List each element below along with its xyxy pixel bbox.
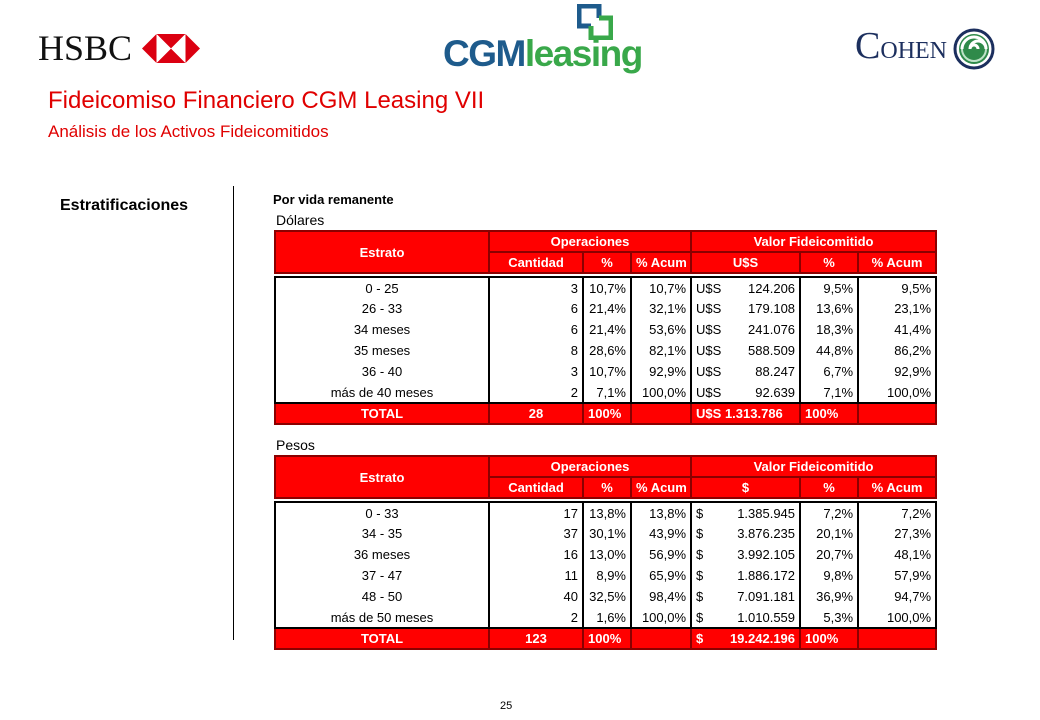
total-valor-amount: 1.313.786 bbox=[724, 406, 783, 421]
table-row bbox=[275, 340, 936, 361]
cell-valor-currency: U$S bbox=[696, 280, 722, 296]
header-cantidad: Cantidad bbox=[489, 252, 583, 273]
cell-pct: 30,1% bbox=[583, 523, 631, 544]
cell-valor-pct: 18,3% bbox=[800, 319, 858, 340]
cell-valor-amount: 88.247 bbox=[755, 364, 796, 379]
cell-estrato: 34 - 35 bbox=[275, 523, 489, 544]
total-valor bbox=[691, 628, 800, 649]
cell-valor-acum: 100,0% bbox=[858, 607, 936, 628]
header-valor-currency: U$S bbox=[691, 252, 800, 273]
cell-valor-acum: 100,0% bbox=[858, 382, 936, 403]
cell-valor-acum: 92,9% bbox=[858, 361, 936, 382]
cell-estrato: 34 meses bbox=[275, 319, 489, 340]
header-valor-acum: % Acum bbox=[858, 477, 936, 498]
cgm-wordmark-leasing: leasing bbox=[524, 33, 642, 74]
cell-valor-amount: 1.886.172 bbox=[737, 568, 796, 583]
cohen-logo bbox=[855, 26, 995, 71]
cell-cantidad: 16 bbox=[489, 544, 583, 565]
cell-valor bbox=[691, 502, 800, 523]
total-valor-currency: $ bbox=[696, 631, 704, 646]
header-valor-fideicomitido: Valor Fideicomitido bbox=[691, 456, 936, 477]
cell-acum: 56,9% bbox=[631, 544, 691, 565]
cell-valor bbox=[691, 298, 800, 319]
cohen-emblem-icon bbox=[953, 28, 995, 70]
header-operaciones: Operaciones bbox=[489, 231, 691, 252]
vertical-divider bbox=[233, 186, 234, 640]
cgm-wordmark-cgm: CGM bbox=[443, 33, 525, 74]
cell-valor-pct: 20,1% bbox=[800, 523, 858, 544]
table-row bbox=[275, 382, 936, 403]
total-cantidad: 123 bbox=[489, 628, 583, 649]
cell-cantidad: 2 bbox=[489, 607, 583, 628]
cell-pct: 8,9% bbox=[583, 565, 631, 586]
header-acum: % Acum bbox=[631, 477, 691, 498]
cell-acum: 13,8% bbox=[631, 502, 691, 523]
cell-valor bbox=[691, 565, 800, 586]
cell-valor bbox=[691, 340, 800, 361]
cell-acum: 82,1% bbox=[631, 340, 691, 361]
table-row bbox=[275, 586, 936, 607]
cell-valor bbox=[691, 607, 800, 628]
cell-pct: 7,1% bbox=[583, 382, 631, 403]
total-pct: 100% bbox=[583, 403, 631, 424]
total-label: TOTAL bbox=[275, 628, 489, 649]
cell-acum: 100,0% bbox=[631, 607, 691, 628]
cell-valor bbox=[691, 277, 800, 298]
cell-valor-pct: 6,7% bbox=[800, 361, 858, 382]
cell-pct: 21,4% bbox=[583, 319, 631, 340]
cell-estrato: 36 - 40 bbox=[275, 361, 489, 382]
cell-cantidad: 6 bbox=[489, 298, 583, 319]
cell-valor-currency: U$S bbox=[696, 384, 722, 400]
cell-valor bbox=[691, 361, 800, 382]
hsbc-logo bbox=[38, 30, 200, 66]
table-row bbox=[275, 277, 936, 298]
cell-valor-currency: $ bbox=[696, 547, 704, 562]
total-row bbox=[275, 403, 936, 424]
header-estrato: Estrato bbox=[275, 231, 489, 273]
cell-valor-pct: 44,8% bbox=[800, 340, 858, 361]
cell-cantidad: 6 bbox=[489, 319, 583, 340]
table-row bbox=[275, 319, 936, 340]
pesos-table bbox=[274, 455, 937, 650]
cohen-initial: C bbox=[855, 25, 881, 67]
cell-valor bbox=[691, 586, 800, 607]
cell-valor-currency: $ bbox=[696, 609, 704, 625]
cell-valor-pct: 7,1% bbox=[800, 382, 858, 403]
cell-valor-acum: 27,3% bbox=[858, 523, 936, 544]
page-subtitle: Análisis de los Activos Fideicomitidos bbox=[48, 122, 329, 141]
cell-valor-acum: 57,9% bbox=[858, 565, 936, 586]
table-row bbox=[275, 298, 936, 319]
cell-cantidad: 3 bbox=[489, 361, 583, 382]
cohen-wordmark bbox=[855, 26, 947, 71]
page-number: 25 bbox=[500, 700, 513, 712]
header-operaciones: Operaciones bbox=[489, 456, 691, 477]
cell-valor-amount: 179.108 bbox=[748, 301, 796, 316]
total-cantidad: 28 bbox=[489, 403, 583, 424]
hsbc-hexagon-icon bbox=[142, 34, 200, 63]
total-label: TOTAL bbox=[275, 403, 489, 424]
table-row bbox=[275, 607, 936, 628]
cell-acum: 10,7% bbox=[631, 277, 691, 298]
pesos-label: Pesos bbox=[276, 437, 315, 453]
cell-valor-pct: 13,6% bbox=[800, 298, 858, 319]
cell-cantidad: 40 bbox=[489, 586, 583, 607]
table-row bbox=[275, 361, 936, 382]
cell-pct: 13,8% bbox=[583, 502, 631, 523]
header-valor-pct: % bbox=[800, 252, 858, 273]
cell-valor-acum: 7,2% bbox=[858, 502, 936, 523]
cell-cantidad: 3 bbox=[489, 277, 583, 298]
cell-valor bbox=[691, 319, 800, 340]
hsbc-wordmark: HSBC bbox=[38, 28, 133, 68]
cell-pct: 10,7% bbox=[583, 361, 631, 382]
total-pct: 100% bbox=[583, 628, 631, 649]
cell-valor-acum: 86,2% bbox=[858, 340, 936, 361]
cell-valor-amount: 588.509 bbox=[748, 343, 796, 358]
total-valor-amount: 19.242.196 bbox=[729, 631, 796, 646]
header-pct: % bbox=[583, 477, 631, 498]
cell-cantidad: 8 bbox=[489, 340, 583, 361]
cell-valor-currency: U$S bbox=[696, 364, 722, 379]
cell-valor bbox=[691, 523, 800, 544]
cell-valor-currency: $ bbox=[696, 589, 704, 604]
cell-acum: 53,6% bbox=[631, 319, 691, 340]
total-valor-acum-empty bbox=[858, 403, 936, 424]
cell-valor-acum: 41,4% bbox=[858, 319, 936, 340]
cell-estrato: 37 - 47 bbox=[275, 565, 489, 586]
cell-estrato: más de 40 meses bbox=[275, 382, 489, 403]
cell-valor-currency: $ bbox=[696, 505, 704, 521]
cgm-wordmark bbox=[443, 34, 642, 74]
cell-cantidad: 11 bbox=[489, 565, 583, 586]
header-valor-fideicomitido: Valor Fideicomitido bbox=[691, 231, 936, 252]
cell-pct: 1,6% bbox=[583, 607, 631, 628]
cell-estrato: 0 - 33 bbox=[275, 502, 489, 523]
cell-valor-amount: 1.385.945 bbox=[737, 505, 796, 521]
total-valor-pct: 100% bbox=[800, 403, 858, 424]
cell-valor-pct: 9,8% bbox=[800, 565, 858, 586]
cell-valor-currency: U$S bbox=[696, 301, 722, 316]
cell-estrato: más de 50 meses bbox=[275, 607, 489, 628]
cell-cantidad: 17 bbox=[489, 502, 583, 523]
total-valor-currency: U$S bbox=[696, 406, 722, 421]
table-row bbox=[275, 544, 936, 565]
cell-pct: 21,4% bbox=[583, 298, 631, 319]
cell-valor-currency: $ bbox=[696, 568, 704, 583]
cell-valor-pct: 7,2% bbox=[800, 502, 858, 523]
cell-pct: 28,6% bbox=[583, 340, 631, 361]
cell-valor-acum: 23,1% bbox=[858, 298, 936, 319]
table-row bbox=[275, 523, 936, 544]
cell-valor-currency: $ bbox=[696, 526, 704, 541]
cell-acum: 65,9% bbox=[631, 565, 691, 586]
total-acum-empty bbox=[631, 403, 691, 424]
cell-acum: 98,4% bbox=[631, 586, 691, 607]
page-title: Fideicomiso Financiero CGM Leasing VII bbox=[48, 87, 485, 114]
header-valor-pct: % bbox=[800, 477, 858, 498]
cell-valor-pct: 9,5% bbox=[800, 277, 858, 298]
dolares-label: Dólares bbox=[276, 212, 325, 228]
cell-valor-pct: 20,7% bbox=[800, 544, 858, 565]
total-valor-acum-empty bbox=[858, 628, 936, 649]
cell-acum: 32,1% bbox=[631, 298, 691, 319]
cell-estrato: 36 meses bbox=[275, 544, 489, 565]
cell-valor-currency: U$S bbox=[696, 322, 722, 337]
cell-valor-amount: 3.992.105 bbox=[737, 547, 796, 562]
cell-acum: 92,9% bbox=[631, 361, 691, 382]
dolares-table bbox=[274, 230, 937, 425]
cell-pct: 32,5% bbox=[583, 586, 631, 607]
cell-valor-amount: 3.876.235 bbox=[737, 526, 796, 541]
cell-valor bbox=[691, 544, 800, 565]
cohen-rest: OHEN bbox=[880, 38, 948, 64]
cell-pct: 13,0% bbox=[583, 544, 631, 565]
header-cantidad: Cantidad bbox=[489, 477, 583, 498]
total-valor-pct: 100% bbox=[800, 628, 858, 649]
header-valor-currency: $ bbox=[691, 477, 800, 498]
cell-valor-amount: 92.639 bbox=[755, 384, 796, 400]
cell-valor-amount: 241.076 bbox=[748, 322, 796, 337]
cell-valor-amount: 1.010.559 bbox=[737, 609, 796, 625]
cell-cantidad: 2 bbox=[489, 382, 583, 403]
cell-estrato: 48 - 50 bbox=[275, 586, 489, 607]
table-row bbox=[275, 502, 936, 523]
cell-estrato: 0 - 25 bbox=[275, 277, 489, 298]
header-valor-acum: % Acum bbox=[858, 252, 936, 273]
cell-cantidad: 37 bbox=[489, 523, 583, 544]
cell-valor-amount: 7.091.181 bbox=[737, 589, 796, 604]
table-row bbox=[275, 565, 936, 586]
cell-valor-amount: 124.206 bbox=[748, 280, 796, 296]
section-label: Por vida remanente bbox=[273, 192, 394, 207]
cell-valor-pct: 36,9% bbox=[800, 586, 858, 607]
cell-valor-currency: U$S bbox=[696, 343, 722, 358]
cell-acum: 100,0% bbox=[631, 382, 691, 403]
total-row bbox=[275, 628, 936, 649]
cell-valor-acum: 94,7% bbox=[858, 586, 936, 607]
header-pct: % bbox=[583, 252, 631, 273]
total-acum-empty bbox=[631, 628, 691, 649]
header-acum: % Acum bbox=[631, 252, 691, 273]
cell-valor bbox=[691, 382, 800, 403]
header-estrato: Estrato bbox=[275, 456, 489, 498]
cell-valor-acum: 9,5% bbox=[858, 277, 936, 298]
cell-estrato: 26 - 33 bbox=[275, 298, 489, 319]
cell-valor-acum: 48,1% bbox=[858, 544, 936, 565]
cgm-leasing-logo bbox=[443, 4, 642, 74]
cell-pct: 10,7% bbox=[583, 277, 631, 298]
cell-valor-pct: 5,3% bbox=[800, 607, 858, 628]
total-valor bbox=[691, 403, 800, 424]
side-label: Estratificaciones bbox=[60, 197, 189, 214]
cell-acum: 43,9% bbox=[631, 523, 691, 544]
cell-estrato: 35 meses bbox=[275, 340, 489, 361]
